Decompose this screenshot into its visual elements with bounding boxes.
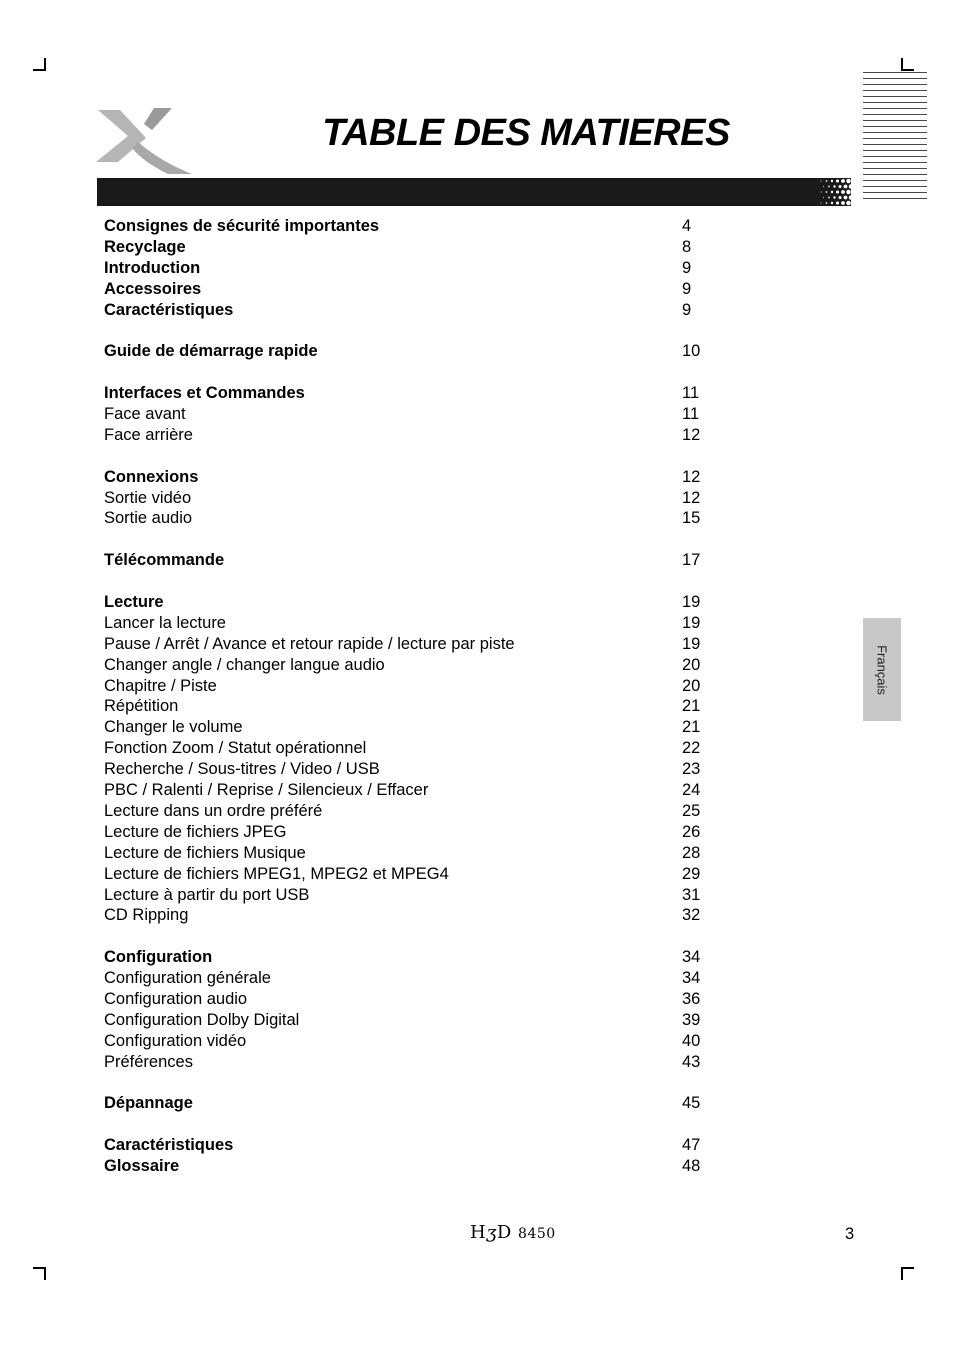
toc-section-entry [104, 237, 724, 258]
toc-entry-page: 25 [682, 801, 701, 820]
toc-subentry [104, 759, 724, 780]
toc-entry-title: Face arrière [104, 425, 193, 444]
toc-entry-title: Face avant [104, 405, 186, 424]
halftone-dot [849, 195, 851, 200]
toc-entry-title: Dépannage [104, 1094, 193, 1113]
toc-entry-title: Télécommande [104, 551, 225, 570]
halftone-dot [841, 179, 845, 183]
toc-entry-title: Pause / Arrêt / Avance et retour rapide / lecture par piste [104, 634, 515, 653]
toc-entry-page: 21 [682, 718, 701, 737]
stripe-line [863, 186, 927, 187]
toc-section-entry [104, 947, 724, 968]
toc-spacer [104, 320, 724, 341]
toc-entry-page: 11 [682, 384, 700, 403]
stripe-line [863, 174, 927, 175]
toc-entry-title: Configuration [104, 948, 213, 967]
stripe-line [863, 150, 927, 151]
crop-mark-bottom-left-v [44, 1267, 46, 1280]
crop-mark-top-left-v [44, 58, 46, 71]
toc-entry-title: Fonction Zoom / Statut opérationnel [104, 739, 367, 758]
toc-section-entry [104, 383, 724, 404]
toc-entry-page: 21 [682, 697, 701, 716]
halftone-dot [831, 202, 833, 204]
toc-entry-page: 19 [682, 613, 701, 632]
toc-entry-page: 9 [682, 300, 692, 319]
toc-entry-title: Changer le volume [104, 718, 243, 737]
toc-entry-title: Interfaces et Commandes [104, 384, 305, 403]
toc-spacer [104, 362, 724, 383]
halftone-dot [846, 190, 851, 195]
toc-section-entry [104, 592, 724, 613]
toc-entry-page: 20 [682, 655, 701, 674]
toc-entry-page: 48 [682, 1157, 701, 1176]
toc-entry-page: 47 [682, 1136, 701, 1155]
toc-section-entry [104, 300, 724, 321]
toc-entry-title: Lecture de fichiers JPEG [104, 822, 287, 841]
toc-entry-page: 43 [682, 1052, 701, 1071]
toc-entry-title: Lancer la lecture [104, 613, 226, 632]
toc-entry-page: 34 [682, 948, 701, 967]
halftone-dot [831, 180, 833, 182]
toc-entry-title: Lecture de fichiers Musique [104, 843, 306, 862]
toc-entry-title: Caractéristiques [104, 300, 234, 319]
toc-entry-title: Glossaire [104, 1157, 180, 1176]
toc-entry-page: 19 [682, 593, 701, 612]
halftone-dot [846, 201, 851, 206]
stripe-line [863, 156, 927, 157]
halftone-dot [823, 197, 824, 198]
stripe-line [863, 168, 927, 169]
toc-subentry [104, 1052, 724, 1073]
toc-entry-title: Lecture de fichiers MPEG1, MPEG2 et MPEG4 [104, 864, 449, 883]
halftone-dot [838, 185, 841, 188]
stripe-line [863, 132, 927, 133]
toc-entry-page: 23 [682, 760, 701, 779]
halftone-dot [828, 197, 830, 199]
toc-subentry [104, 508, 724, 529]
halftone-dot [821, 181, 822, 182]
halftone-dot [841, 190, 845, 194]
crop-mark-top-right-v [901, 58, 903, 71]
toc-entry-title: CD Ripping [104, 906, 189, 925]
toc-entry-page: 22 [682, 739, 701, 758]
toc-spacer [104, 1114, 724, 1135]
toc-spacer [104, 1073, 724, 1094]
toc-section-entry [104, 216, 724, 237]
toc-entry-page: 28 [682, 843, 701, 862]
stripe-line [863, 198, 927, 199]
toc-entry-title: Configuration Dolby Digital [104, 1010, 300, 1029]
toc-entry-page: 19 [682, 634, 701, 653]
toc-entry-title: Lecture à partir du port USB [104, 885, 310, 904]
halftone-dot [844, 196, 848, 200]
toc-section-entry [104, 341, 724, 362]
toc-entry-page: 32 [682, 906, 701, 925]
halftone-dot [836, 179, 839, 182]
toc-entry-title: PBC / Ralenti / Reprise / Silencieux / Effacer [104, 781, 429, 800]
halftone-dot [831, 191, 833, 193]
footer-page-number: 3 [845, 1225, 855, 1243]
stripe-line [863, 72, 927, 73]
toc-subentry [104, 1031, 724, 1052]
toc-entry-title: Recherche / Sous-titres / Video / USB [104, 760, 380, 779]
toc-entry-page: 8 [682, 237, 692, 256]
toc-entry-page: 10 [682, 342, 701, 361]
toc-subentry [104, 425, 724, 446]
toc-subentry [104, 885, 724, 906]
page-title: TABLE DES MATIERES [322, 112, 730, 154]
stripe-line [863, 126, 927, 127]
toc-entry-title: Recyclage [104, 237, 186, 256]
brand-x-logo [94, 104, 194, 176]
halftone-dot [826, 180, 828, 182]
toc-entry-page: 17 [682, 551, 701, 570]
halftone-dots [817, 178, 851, 206]
halftone-dot [844, 185, 848, 189]
halftone-dot [838, 196, 841, 199]
toc-entry-page: 4 [682, 217, 692, 235]
toc-entry-page: 9 [682, 258, 692, 277]
toc-subentry [104, 864, 724, 885]
stripe-line [863, 78, 927, 79]
toc-subentry [104, 780, 724, 801]
toc-subentry [104, 905, 724, 926]
toc-entry-page: 34 [682, 969, 701, 988]
toc-entry-title: Configuration vidéo [104, 1031, 247, 1050]
halftone-dot [833, 196, 835, 198]
halftone-dot [841, 201, 845, 205]
toc-subentry [104, 717, 724, 738]
toc-entry-page: 26 [682, 822, 701, 841]
toc-subentry [104, 634, 724, 655]
language-tab [863, 618, 901, 721]
stripe-line [863, 114, 927, 115]
toc-entry-page: 29 [682, 864, 701, 883]
toc-entry-page: 20 [682, 676, 701, 695]
toc-entry-title: Caractéristiques [104, 1136, 234, 1155]
toc-section-entry [104, 279, 724, 300]
toc-entry-title: Sortie vidéo [104, 488, 192, 507]
toc-entry-title: Préférences [104, 1052, 193, 1071]
halftone-dot [826, 191, 828, 193]
stripe-line [863, 138, 927, 139]
toc-subentry [104, 488, 724, 509]
stripe-line [863, 180, 927, 181]
stripe-line [863, 84, 927, 85]
toc-subentry [104, 801, 724, 822]
toc-entry-page: 36 [682, 989, 701, 1008]
toc-entry-page: 12 [682, 488, 701, 507]
footer-model-number: 8450 [518, 1226, 556, 1242]
stripe-line [863, 108, 927, 109]
toc-entry-title: Sortie audio [104, 509, 193, 528]
toc-section-entry [104, 1093, 724, 1114]
toc-entry-title: Guide de démarrage rapide [104, 342, 318, 361]
toc-entry-title: Configuration générale [104, 969, 271, 988]
stripe-line [863, 144, 927, 145]
toc-section-entry [104, 1135, 724, 1156]
toc-entry-title: Lecture [104, 593, 164, 612]
halftone-dot [849, 184, 851, 189]
toc-entry-title: Accessoires [104, 279, 202, 298]
stripe-line [863, 90, 927, 91]
toc-subentry [104, 843, 724, 864]
toc-subentry [104, 968, 724, 989]
decorative-stripes [863, 72, 927, 204]
stripe-line [863, 96, 927, 97]
halftone-dot [826, 202, 828, 204]
toc-entry-page: 31 [682, 885, 701, 904]
toc-entry-page: 45 [682, 1094, 701, 1113]
halftone-dot [823, 186, 824, 187]
toc-subentry [104, 696, 724, 717]
halftone-dot [821, 192, 822, 193]
toc-section-entry [104, 467, 724, 488]
halftone-dot [833, 185, 835, 187]
toc-subentry [104, 738, 724, 759]
toc-subentry [104, 1010, 724, 1031]
stripe-line [863, 162, 927, 163]
halftone-dot [828, 186, 830, 188]
toc-subentry [104, 613, 724, 634]
toc-spacer [104, 926, 724, 947]
toc-spacer [104, 571, 724, 592]
toc-subentry [104, 404, 724, 425]
halftone-dot [821, 203, 822, 204]
toc-entry-title: Consignes de sécurité importantes [104, 217, 380, 235]
toc-subentry [104, 989, 724, 1010]
halftone-dot [836, 201, 839, 204]
toc-subentry [104, 655, 724, 676]
toc-entry-title: Changer angle / changer langue audio [104, 655, 385, 674]
crop-mark-bottom-right-v [901, 1267, 903, 1280]
toc-subentry [104, 676, 724, 697]
halftone-dot [846, 179, 851, 184]
toc-entry-page: 24 [682, 781, 701, 800]
stripe-line [863, 120, 927, 121]
toc-section-entry [104, 550, 724, 571]
toc-entry-title: Configuration audio [104, 989, 248, 1008]
footer-model-name: HʒD 8450 [470, 1222, 556, 1243]
toc-entry-page: 39 [682, 1010, 701, 1029]
language-tab-label: Français [874, 644, 890, 695]
halftone-dot [836, 190, 839, 193]
toc-subentry [104, 822, 724, 843]
toc-entry-page: 15 [682, 509, 701, 528]
header-bar [97, 178, 851, 206]
toc-entry-title: Répétition [104, 697, 179, 716]
toc-spacer [104, 446, 724, 467]
toc-entry-page: 11 [682, 405, 700, 424]
toc-entry-page: 12 [682, 467, 701, 486]
toc-spacer [104, 529, 724, 550]
stripe-line [863, 102, 927, 103]
toc-entry-page: 12 [682, 425, 701, 444]
toc-entry-title: Chapitre / Piste [104, 676, 217, 695]
toc-entry-title: Lecture dans un ordre préféré [104, 801, 323, 820]
toc-entry-title: Connexions [104, 467, 199, 486]
table-of-contents [104, 216, 724, 1177]
toc-entry-page: 9 [682, 279, 692, 298]
toc-entry-page: 40 [682, 1031, 701, 1050]
toc-entry-title: Introduction [104, 258, 201, 277]
stripe-line [863, 192, 927, 193]
toc-section-entry [104, 1156, 724, 1177]
toc-section-entry [104, 258, 724, 279]
